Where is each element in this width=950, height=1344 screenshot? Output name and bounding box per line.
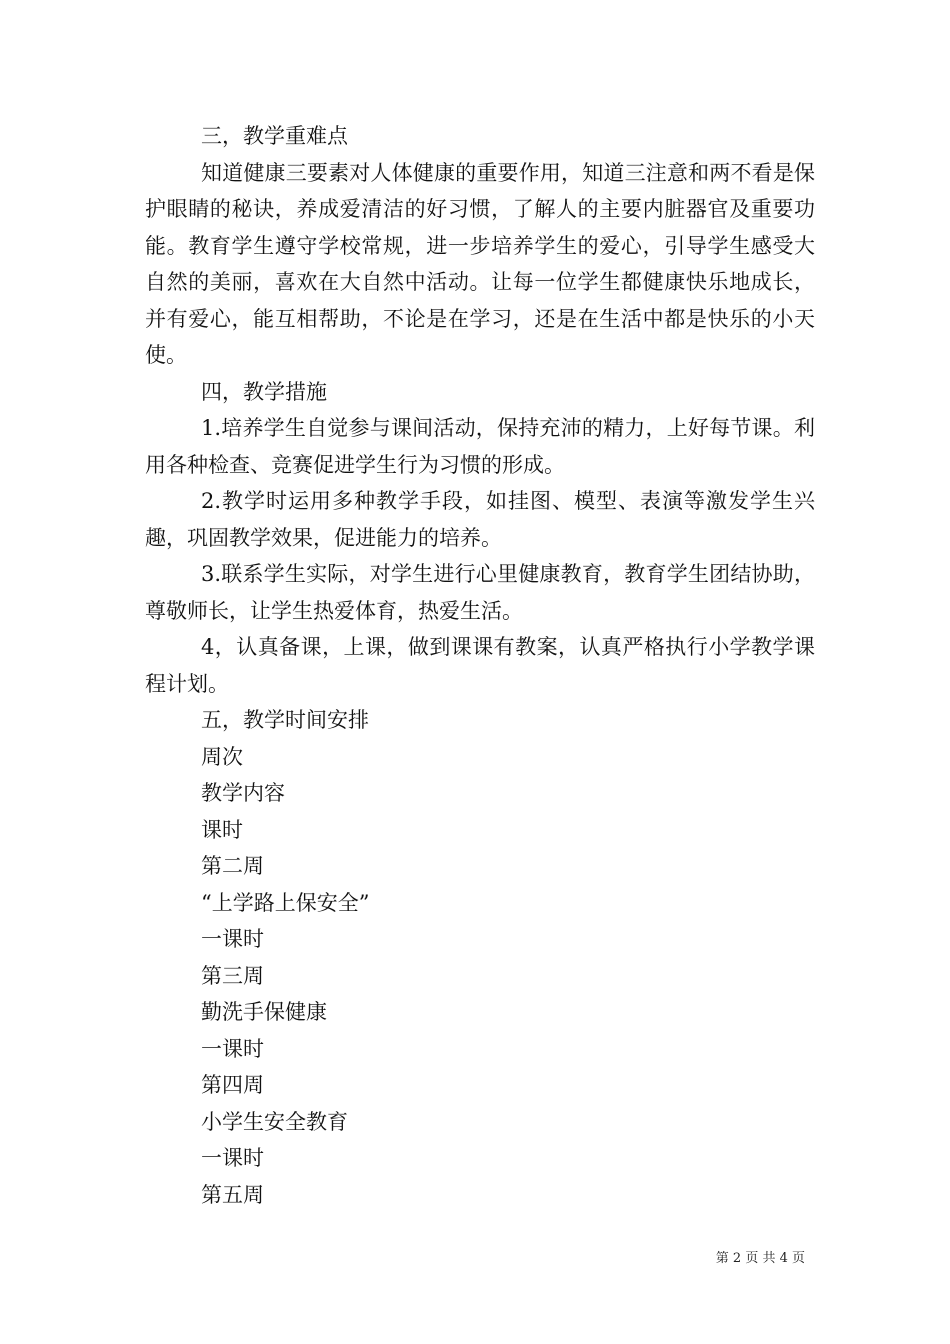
schedule-table xyxy=(145,739,815,1214)
page-number: 第 2 页 共 4 页 xyxy=(715,1251,805,1266)
section-heading-3: 三，教学重难点 xyxy=(201,124,348,148)
document-body xyxy=(145,118,815,1213)
measure-item-4: 4，认真备课，上课，做到课课有教案，认真严格执行小学教学课程计划。 xyxy=(145,635,815,696)
schedule-cell-hours: 一课时 xyxy=(201,927,264,951)
schedule-cell-content: “上学路上保安全” xyxy=(201,890,370,915)
measure-item-1: 1.培养学生自觉参与课间活动，保持充沛的精力，上好每节课。利用各种检查、竞赛促进学生行为习惯的形成。 xyxy=(145,416,815,477)
schedule-cell-hours: 一课时 xyxy=(201,1036,264,1061)
schedule-cell-content: 小学生安全教育 xyxy=(201,1109,348,1134)
schedule-header-hours: 课时 xyxy=(201,817,243,842)
schedule-cell-week: 第四周 xyxy=(201,1073,264,1097)
schedule-header-content: 教学内容 xyxy=(201,781,285,805)
section-body-3: 知道健康三要素对人体健康的重要作用，知道三注意和两不看是保护眼睛的秘诀，养成爱清洁的好习惯，了解人的主要内脏器官及重要功能。教育学生遵守学校常规，进一步培养学生的爱心，引导学生感受大自然的美丽，喜欢在大自然中活动。让每一位学生都健康快乐地成长，并有爱心，能互相帮助，不论是在学习，还是在生活中都是快乐的小天使。 xyxy=(145,160,815,367)
schedule-header-week: 周次 xyxy=(201,744,243,769)
section-heading-5: 五，教学时间安排 xyxy=(201,708,369,732)
schedule-cell-content: 勤洗手保健康 xyxy=(201,1000,327,1024)
measure-item-3: 3.联系学生实际，对学生进行心里健康教育，教育学生团结协助，尊敬师长，让学生热爱体育，热爱生活。 xyxy=(145,562,815,623)
schedule-cell-week: 第二周 xyxy=(201,854,264,878)
section-heading-4: 四，教学措施 xyxy=(201,379,327,404)
schedule-cell-week: 第五周 xyxy=(201,1182,264,1207)
measure-item-2: 2.教学时运用多种教学手段，如挂图、模型、表演等激发学生兴趣，巩固教学效果，促进能力的培养。 xyxy=(145,489,815,550)
schedule-cell-hours: 一课时 xyxy=(201,1146,264,1170)
schedule-cell-week: 第三周 xyxy=(201,963,264,988)
